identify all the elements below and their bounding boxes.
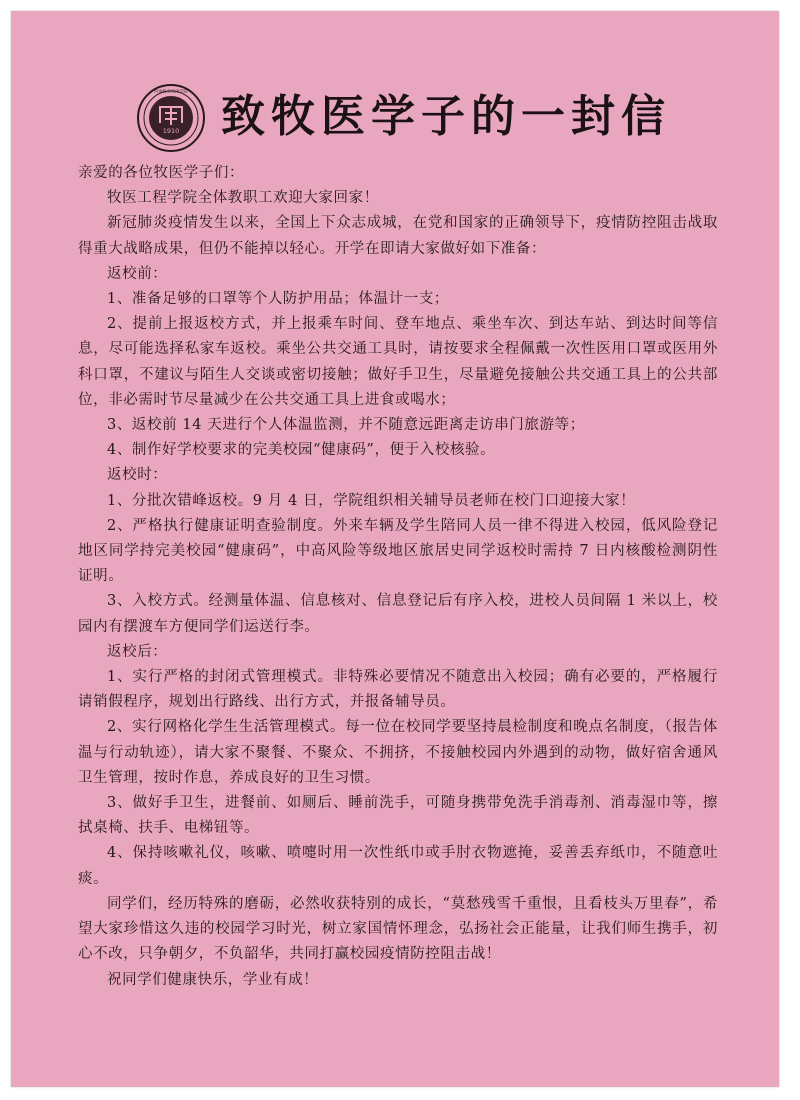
school-seal-icon: [136, 83, 206, 153]
letter-body: [78, 161, 718, 993]
seal-year: 1910: [162, 127, 180, 135]
list-item: 2、实行网格化学生生活管理模式。每一位在校同学要坚持晨检制度和晚点名制度，（报告体温与行动轨迹），请大家不聚餐、不聚众、不拥挤，不接触校园内外遇到的动物，做好宿舍通风卫生管理，按时作息，养成良好的卫生习惯。: [78, 719, 718, 786]
list-item: 2、提前上报返校方式，并上报乘车时间、登车地点、乘坐车次、到达车站、到达时间等信息，尽可能选择私家车返校。乘坐公共交通工具时，请按要求全程佩戴一次性医用口罩或医用外科口罩，不建议与陌生人交谈或密切接触；做好手卫生，尽量避免接触公共交通工具上的公共部位，非必需时节尽量减少在公共交通工具上进食或喝水；: [78, 316, 718, 408]
section-heading-before: 返校前：: [107, 265, 168, 282]
list-item: 4、保持咳嗽礼仪，咳嗽、喷嚏时用一次性纸巾或手肘衣物遮掩，妥善丢弃纸巾，不随意吐痰。: [78, 845, 718, 887]
section-heading-after: 返校后：: [107, 643, 168, 660]
list-item: 4、制作好学校要求的完美校园“健康码”，便于入校核验。: [107, 442, 496, 459]
intro-paragraph: 新冠肺炎疫情发生以来，全国上下众志成城，在党和国家的正确领导下，疫情防控阻击战取得重大战略成果，但仍不能掉以轻心。开学在即请大家做好如下准备：: [78, 215, 718, 257]
letter-header: [11, 81, 779, 161]
list-item: 1、实行严格的封闭式管理模式。非特殊必要情况不随意出入校园；确有必要的，严格履行请销假程序，规划出行路线、出行方式，并报备辅导员。: [78, 669, 718, 711]
list-item: 1、准备足够的口罩等个人防护用品；体温计一支；: [107, 291, 450, 308]
list-item: 3、入校方式。经测量体温、信息核对、信息登记后有序入校，进校人员间隔 1 米以上，校园内有摆渡车方便同学们运送行李。: [78, 593, 718, 635]
list-item: 2、严格执行健康证明查验制度。外来车辆及学生陪同人员一律不得进入校园，低风险登记地区同学持完美校园“健康码”，中高风险等级地区旅居史同学返校时需持 7 日内核酸检测阴性证明。: [78, 517, 718, 585]
seal-ring-text: 河南牧业经济学院: [154, 88, 188, 94]
section-heading-during: 返校时：: [107, 467, 168, 484]
page-title: 致牧医学子的一封信: [221, 91, 671, 142]
salutation: 亲爱的各位牧医学子们：: [78, 165, 245, 181]
welcome-line: 牧医工程学院全体教职工欢迎大家回家！: [107, 190, 379, 207]
wish-line: 祝同学们健康快乐，学业有成！: [107, 971, 319, 988]
list-item: 3、返校前 14 天进行个人体温监测，并不随意远距离走访串门旅游等；: [107, 417, 585, 434]
closing-paragraph: 同学们，经历特殊的磨砺，必然收获特别的成长，“莫愁残雪千重恨，且看枝头万里春”，希望大家珍惜这久违的校园学习时光，树立家国情怀理念，弘扬社会正能量，让我们师生携手，初心不改，只争朝夕，不负韶华，共同打赢校园疫情防控阻击战！: [78, 895, 718, 963]
list-item: 1、分批次错峰返校。9 月 4 日，学院组织相关辅导员老师在校门口迎接大家！: [107, 492, 636, 509]
letter-sheet: [11, 11, 779, 1087]
list-item: 3、做好手卫生，进餐前、如厕后、睡前洗手，可随身携带免洗手消毒剂、消毒湿巾等，擦拭桌椅、扶手、电梯钮等。: [78, 795, 718, 837]
